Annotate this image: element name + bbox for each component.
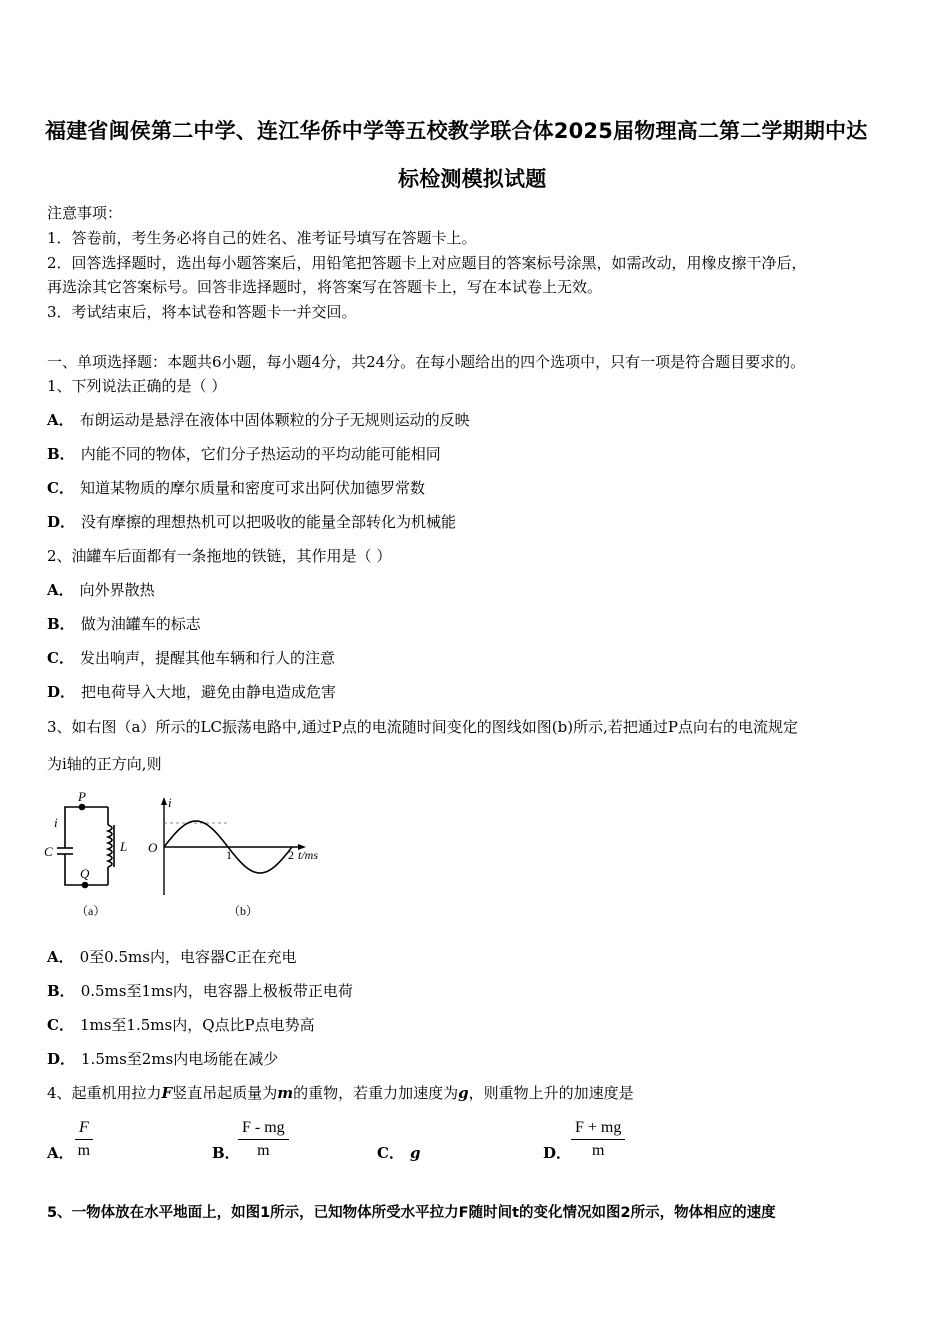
notice-heading: 注意事项：	[47, 204, 123, 222]
question-4-stem: 4、起重机用拉力F竖直吊起质量为m的重物，若重力加速度为g，则重物上升的加速度是	[47, 1084, 634, 1102]
question-4-option-b-fraction: $\frac{F - mg}{m}$	[238, 1117, 289, 1162]
point-q	[83, 883, 88, 888]
label-p: P	[78, 789, 86, 804]
question-2-stem: 2、油罐车后面都有一条拖地的铁链，其作用是（ ）	[47, 547, 392, 565]
question-4-option-a-label: A．	[47, 1144, 74, 1162]
question-4-option-a-fraction: $\frac{F}{m}$	[75, 1117, 93, 1162]
label-i: i	[54, 815, 58, 830]
question-1-option-b: B． 内能不同的物体，它们分子热运动的平均动能可能相同	[47, 445, 441, 463]
notice-item: 1．答卷前，考生务必将自己的姓名、准考证号填写在答题卡上。	[47, 229, 477, 247]
question-1-option-d: D． 没有摩擦的理想热机可以把吸收的能量全部转化为机械能	[47, 513, 457, 531]
point-p	[80, 805, 85, 810]
notice-item: 2．回答选择题时，选出每小题答案后，用铅笔把答题卡上对应题目的答案标号涂黑，如需改动，用橡皮擦干净后，	[47, 254, 807, 272]
question-1-option-c: C． 知道某物质的摩尔质量和密度可求出阿伏加德罗常数	[47, 479, 425, 497]
question-2-option-c: C． 发出响声，提醒其他车辆和行人的注意	[47, 649, 335, 667]
page-title: 福建省闽侯第二中学、连江华侨中学等五校教学联合体2025届物理高二第二学期期中达	[45, 119, 868, 143]
graph-tick-1: 1	[226, 848, 232, 862]
question-4-option-c: C． g	[377, 1144, 421, 1162]
question-4-option-d-label: D．	[543, 1144, 572, 1162]
question-3-stem: 3、如右图（a）所示的LC振荡电路中,通过P点的电流随时间变化的图线如图(b)所示,若把通过P点向右的电流规定	[47, 718, 798, 736]
notice-item: 再选涂其它答案标号。回答非选择题时，将答案写在答题卡上，写在本试卷上无效。	[47, 278, 603, 296]
question-3-option-d: D． 1.5ms至2ms内电场能在减少	[47, 1050, 279, 1068]
question-2-option-b: B． 做为油罐车的标志	[47, 615, 201, 633]
graph-t-unit: t/ms	[298, 848, 319, 862]
caption-b: （b）	[228, 904, 259, 918]
question-1-option-a: A． 布朗运动是悬浮在液体中固体颗粒的分子无规则运动的反映	[47, 411, 470, 429]
caption-a: （a）	[76, 904, 106, 918]
question-3-option-c: C． 1ms至1.5ms内，Q点比P点电势高	[47, 1016, 315, 1034]
question-3-option-b: B． 0.5ms至1ms内，电容器上极板带正电荷	[47, 982, 353, 1000]
lc-circuit-figure	[40, 785, 340, 930]
question-1-stem: 1、下列说法正确的是（ ）	[47, 377, 227, 395]
section-heading: 一、单项选择题：本题共6小题，每小题4分，共24分。在每小题给出的四个选项中，只有一项是符合题目要求的。	[47, 353, 806, 371]
graph-i-label: i	[168, 795, 172, 810]
question-5-stem: 5、一物体放在水平地面上，如图1所示，已知物体所受水平拉力F随时间t的变化情况如图2所示，物体相应的速度	[47, 1205, 776, 1221]
graph-origin-label: O	[148, 840, 158, 855]
circuit-wire-top	[65, 807, 108, 840]
page-title-line2: 标检测模拟试题	[398, 167, 547, 191]
label-q: Q	[80, 866, 90, 881]
current-time-graph	[161, 797, 306, 895]
i-axis-arrow	[161, 797, 167, 805]
question-4-option-b-label: B．	[212, 1144, 240, 1162]
question-2-option-a: A． 向外界散热	[47, 581, 155, 599]
label-c: C	[44, 844, 53, 859]
inductor-coil	[108, 825, 112, 867]
graph-tick-2: 2	[288, 848, 294, 862]
question-2-option-d: D． 把电荷导入大地，避免由静电造成危害	[47, 683, 337, 701]
question-3-option-a: A． 0至0.5ms内，电容器C正在充电	[47, 948, 297, 966]
question-3-stem-line2: 为i轴的正方向,则	[47, 755, 162, 773]
label-l: L	[120, 839, 128, 854]
notice-item: 3．考试结束后，将本试卷和答题卡一并交回。	[47, 303, 357, 321]
question-4-option-d-fraction: $\frac{F + mg}{m}$	[571, 1117, 625, 1162]
